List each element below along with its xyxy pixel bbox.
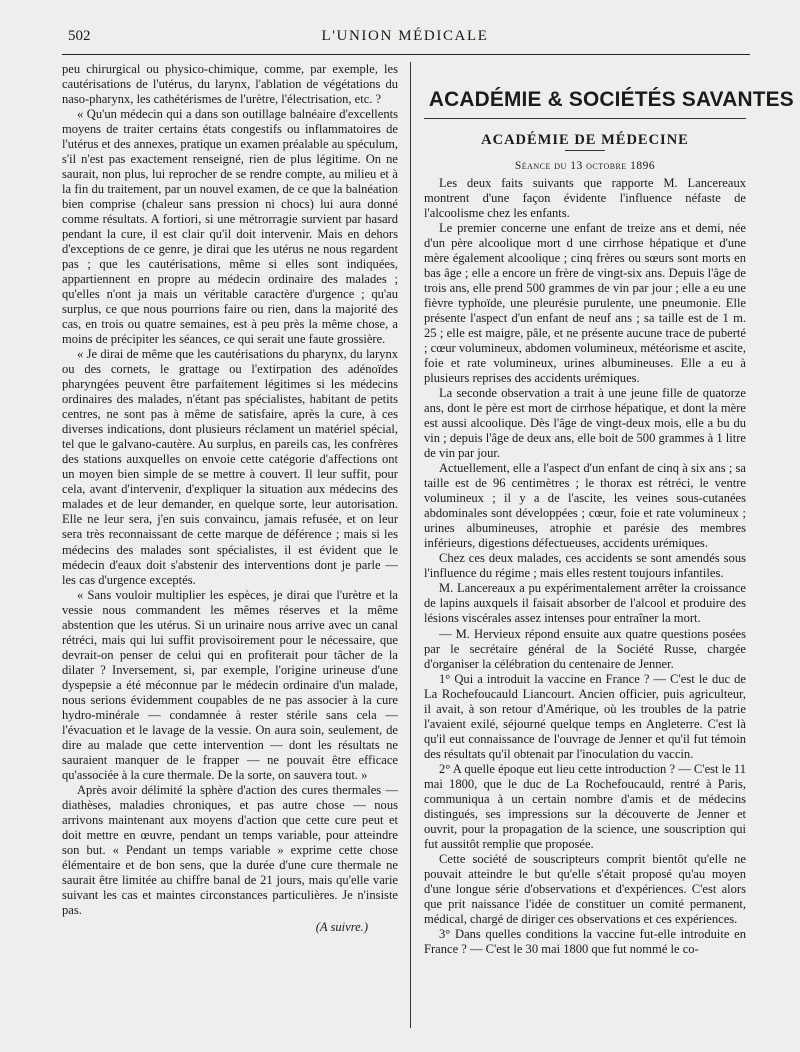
subsection-title: ACADÉMIE DE MÉDECINE [481, 132, 689, 148]
page-header [60, 28, 750, 50]
to-be-continued: (A suivre.) [315, 919, 368, 934]
paragraph: 1° Qui a introduit la vaccine en France ? — C'est le duc de La Rochefoucauld Liancourt. Ancien officier, puis agriculteur, il avait, à son retour d'Amérique, où les troubles de la patrie l'avaient exilé, séjourné quelque temps en Angleterre. C'est là qu'il eut connaissance de l'ouvrage de Jenner et qu'il fut témoin des résultats qu'il obtenait par l'inoculation du vaccin. [424, 671, 746, 761]
paragraph: 2° A quelle époque eut lieu cette introduction ? — C'est le 11 mai 1800, que le duc de La Rochefoucauld, rentré à Paris, communiqua à un certain nombre d'amis et de médecins distingués, ses impressions sur la découverte de Jenner et ouvrit, pour la propagation de la science, une souscription qui fut aussitôt remplie que proposée. [424, 761, 746, 851]
session-date: Séance du 13 octobre 1896 [514, 160, 656, 173]
paragraph: Les deux faits suivants que rapporte M. Lancereaux montrent d'une façon évidente l'influence néfaste de l'alcoolisme chez les enfants. [424, 176, 746, 221]
paragraph: M. Lancereaux a pu expérimentalement arrêter la croissance de lapins auxquels il faisait absorber de l'alcool et produire des lésions viscérales assez intenses pour entraîner la mort. [424, 581, 746, 626]
paragraph: « Qu'un médecin qui a dans son outillage balnéaire d'excellents moyens de traiter certains états congestifs ou inflammatoires de l'utérus et des annexes, pratique un examen préalable au spéculum, s'il n'est pas exactement renseigné, rien de plus légitime. On ne saurait, non plus, lui reprocher de se rendre compte, au milieu et à la fin du traitement, par un nouvel examen, de ce que la balnéation bien comprise (chaleur sans pression ni chocs) lui aura donné comme résultats. A fortiori, si une métrorragie survient par hasard pendant la cure, il est clair qu'il doit intervenir. Mais en dehors d'exceptions de ce genre, je dirai que les utérus ne nous regardent pas ; que les cautérisations, même si elles sont indiquées, appartiennent en propre au médecin ordinaire des malades ; qu'elles n'ont ja mais un véritable caractère d'urgence ; qu'au surplus, ce que nous pourrions faire ou rien, dans la majorité des cas, en trois ou quatre semaines, est à peu près la même chose, a moins de précipiter les séances, ce qui serait une faute grossière. [62, 107, 398, 347]
running-title: L'UNION MÉDICALE [321, 28, 489, 44]
header-rule [62, 54, 750, 55]
left-column [62, 62, 398, 935]
paragraph: Après avoir délimité la sphère d'action des cures thermales — diathèses, maladies chroniques, et pas autre chose — nous arrivons maintenant aux moyens d'action que cette cure peut et doit mettre en œuvre, pendant un temps variable, pour atteindre son but. « Pendant un temps variable » exprime cette chose élémentaire et de bon sens, que la durée d'une cure thermale ne saurait être limitée au chiffre banal de 21 jours, mais qu'elle varie suivant les cas et maintes circonstances particulières. Je n'insiste pas. [62, 782, 398, 917]
paragraph: La seconde observation a trait à une jeune fille de quatorze ans, dont le père est mort de cirrhose hépatique, et dont la mère est aussi alcoolique. Dès l'âge de vingt-deux mois, elle a bu du vin ; depuis l'âge de deux ans, elle boit de 500 grammes à 1 litre de vin par jour. [424, 386, 746, 461]
paragraph: Le premier concerne une enfant de treize ans et demi, née d'un père alcoolique mort d une cirrhose hépatique et d'une mère également alcoolique ; cinq frères ou sœurs sont morts en bas âge ; elle a encore un frère de vingt-six ans. Depuis l'âge de trois ans, elle prend 500 grammes de vin par jour ; elle a eu une fièvre typhoïde, une pleurésie purulente, une pneumonie. Elle présente l'aspect d'un enfant de neuf ans ; sa taille est de 1 m. 25 ; elle est maigre, pâle, et ne présente aucune trace de puberté ; cœur volumineux, abdomen volumineux, météorisme et ascite, foie et rate volumineux, urines albumineuses. Elle a eu à plusieurs reprises des accidents urémiques. [424, 221, 746, 386]
page-number: 502 [68, 28, 91, 44]
section-title: ACADÉMIE & SOCIÉTÉS SAVANTES [428, 87, 794, 111]
paragraph: « Je dirai de même que les cautérisations du pharynx, du larynx ou des cornets, le grattage ou l'extirpation des adénoïdes pharyngées peuvent être parfaitement légitimes si les médecins ordinaires des malades, n'étant pas spécialistes, habitant de petits centres, ne sont pas à même de satisfaire, après la cure, à ces diverses indications, dont plusieurs réclament un matériel spécial, tel que le galvano-cautère. Au surplus, en pareils cas, les confrères des stations auxquelles on envoie cette catégorie d'affections ont un moyen bien simple de se mettre à couvert. Il leur suffit, pour cela, avant d'intervenir, d'expliquer la situation aux médecins des malades et de leur demander, en quelque sorte, leur autorisation. Elle ne leur sera, j'en suis convaincu, jamais refusée, et on leur sera très reconnaissant de cette marque de déférence ; mais si les médecins des malades sont spécialistes, il est évident que le médecin d'eaux doit s'abstenir des interventions dont je parle — les cas d'urgence exceptés. [62, 347, 398, 587]
right-column [424, 70, 794, 957]
paragraph: Chez ces deux malades, ces accidents se sont amendés sous l'influence du régime ; mais elles restent toujours infantiles. [424, 551, 746, 581]
paragraph: Cette société de souscripteurs comprit bientôt qu'elle ne pouvait atteindre le but qu'elle s'était proposé qu'au moyen d'une longue série d'observations et d'expériences. C'est alors que prit naissance l'idée de constituer un comité permanent, médical, chargé de diriger ces observations et ces expériences. [424, 851, 746, 926]
paragraph: — M. Hervieux répond ensuite aux quatre questions posées par le secrétaire général de la Société Russe, chargée d'organiser la célébration du centenaire de Jenner. [424, 626, 746, 671]
section-rule [424, 118, 746, 119]
paragraph: « Sans vouloir multiplier les espèces, je dirai que l'urètre et la vessie nous commandent les mêmes réserves et la même abstention que les utérus. Si un urinaire nous arrive avec un canal rétréci, mais qui lui suffit provisoirement pour le nécessaire, que devrait-on penser de celui qui en profiterait pour tâcher de la dilater ? Inversement, si, par exemple, l'origine urineuse d'une dyspepsie a été méconnue par le médecin ordinaire d'un malade, nous serions évidemment coupables de ne pas associer à la cure hydro-minérale — condamnée à rester stérile sans cela — l'évacuation et le lavage de la vessie. On aura soin, seulement, de dire au malade que cette intervention — dont les résultats ne sauraient manquer de le frapper — ne pouvait être efficace qu'associée à la cure thermale. De la sorte, on sauvera tout. » [62, 587, 398, 782]
column-divider [410, 62, 411, 1028]
paragraph: 3° Dans quelles conditions la vaccine fut-elle introduite en France ? — C'est le 30 mai 1800 que fut nommé le co- [424, 926, 746, 956]
short-rule [565, 150, 605, 151]
paragraph: peu chirurgical ou physico-chimique, comme, par exemple, les cautérisations de l'utérus, du larynx, l'ablation de végétations du naso-pharynx, les cathétérismes de l'urètre, l'électrisation, etc. ? [62, 62, 398, 107]
paragraph: Actuellement, elle a l'aspect d'un enfant de cinq à six ans ; sa taille est de 96 centimètres ; le thorax est rétréci, le ventre volumineux ; il y a de l'ascite, les veines sous-cutanées abdominales sont développées ; cœur, foie et rate volumineux ; urines albumineuses, atrophie et parésie des membres inférieurs, digestions défectueuses, accidents urémiques. [424, 461, 746, 551]
